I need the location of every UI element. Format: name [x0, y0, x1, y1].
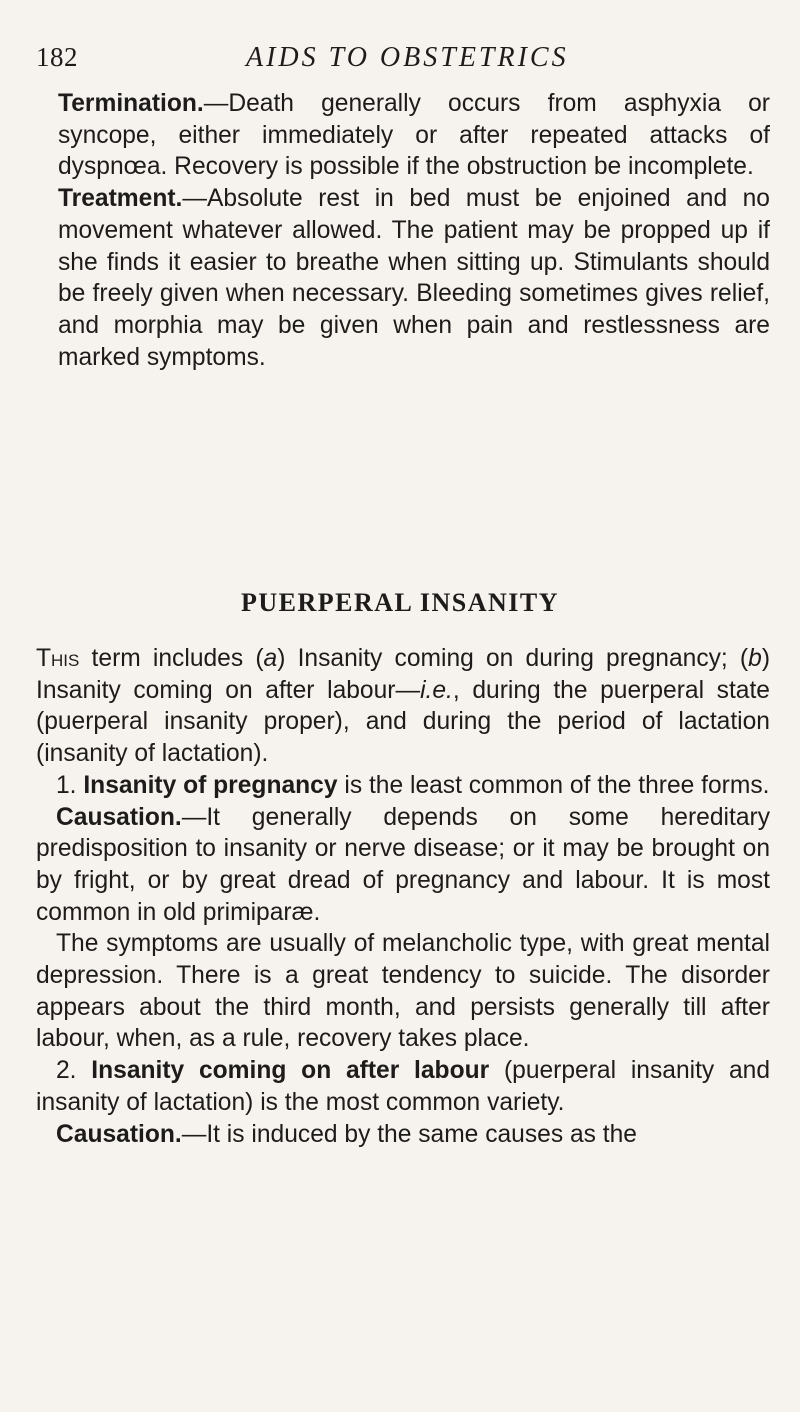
termination-label: Termination.	[58, 90, 204, 117]
intro-letter-a: a	[263, 645, 278, 672]
item-2-number: 2.	[56, 1057, 92, 1085]
running-title: AIDS TO OBSTETRICS	[246, 42, 569, 73]
intro-text-1: term includes (	[79, 645, 264, 672]
causation-1-label: Causation.	[56, 803, 182, 831]
symptoms-paragraph: The symptoms are usually of melancholic type, with great mental depression. There is a great tendency to suicide. The disorder appears about the third month, and persists generally till after labour, when, as a rule, recovery takes place.	[36, 930, 770, 1053]
intro-letter-b: b	[748, 645, 762, 672]
running-head	[36, 42, 776, 82]
treatment-paragraph	[58, 183, 770, 373]
top-section	[58, 88, 770, 373]
page-number: 182	[36, 42, 78, 72]
section-heading: PUERPERAL INSANITY	[240, 588, 560, 617]
treatment-text: —Absolute rest in bed must be enjoined and no movement whatever allowed. The patient may be propped up if she finds it easier to breathe when sitting up. Stimulants should be freely given when necessary. Bleeding sometimes gives relief, and morphia may be given when pain and restlessness are marked symptoms.	[58, 185, 770, 371]
item-1-label: Insanity of pregnancy	[83, 771, 338, 799]
causation-2-text: —It is induced by the same causes as the	[181, 1120, 637, 1148]
item-2-paragraph	[36, 1055, 770, 1118]
item-1-number: 1.	[56, 771, 84, 799]
intro-lead: This	[36, 645, 80, 672]
intro-ie: i.e.	[420, 676, 453, 704]
intro-text-4: , during the puerperal state (puerperal insanity proper), and during the period of lactation (insanity of lactation).	[36, 676, 770, 768]
causation-2-label: Causation.	[56, 1120, 182, 1148]
item-2-label: Insanity coming on after labour	[91, 1057, 490, 1085]
causation-1-paragraph	[36, 802, 770, 929]
puerperal-insanity-section	[36, 643, 770, 1150]
intro-text-2: ) Insanity coming on during pregnancy; (	[277, 645, 749, 672]
termination-paragraph	[58, 88, 770, 183]
item-1-paragraph	[36, 770, 770, 802]
item-1-text: is the least common of the three forms.	[337, 771, 770, 799]
causation-1-text: —It generally depends on some hereditary predisposition to insanity or nerve disease; or it may be brought on by fright, or by great dread of pregnancy and labour. It is most common in old primiparæ.	[36, 803, 770, 926]
intro-text-3: ) Insanity coming on after labour—	[36, 645, 771, 704]
intro-paragraph	[36, 643, 770, 770]
treatment-label: Treatment.	[58, 185, 183, 213]
item-2-text: (puerperal insanity and insanity of lactation) is the most common variety.	[36, 1057, 771, 1116]
causation-2-paragraph	[36, 1119, 770, 1151]
termination-text: —Death generally occurs from asphyxia or syncope, either immediately or after repeated attacks of dyspnœa. Recovery is possible if the obstruction be incomplete.	[58, 90, 770, 181]
